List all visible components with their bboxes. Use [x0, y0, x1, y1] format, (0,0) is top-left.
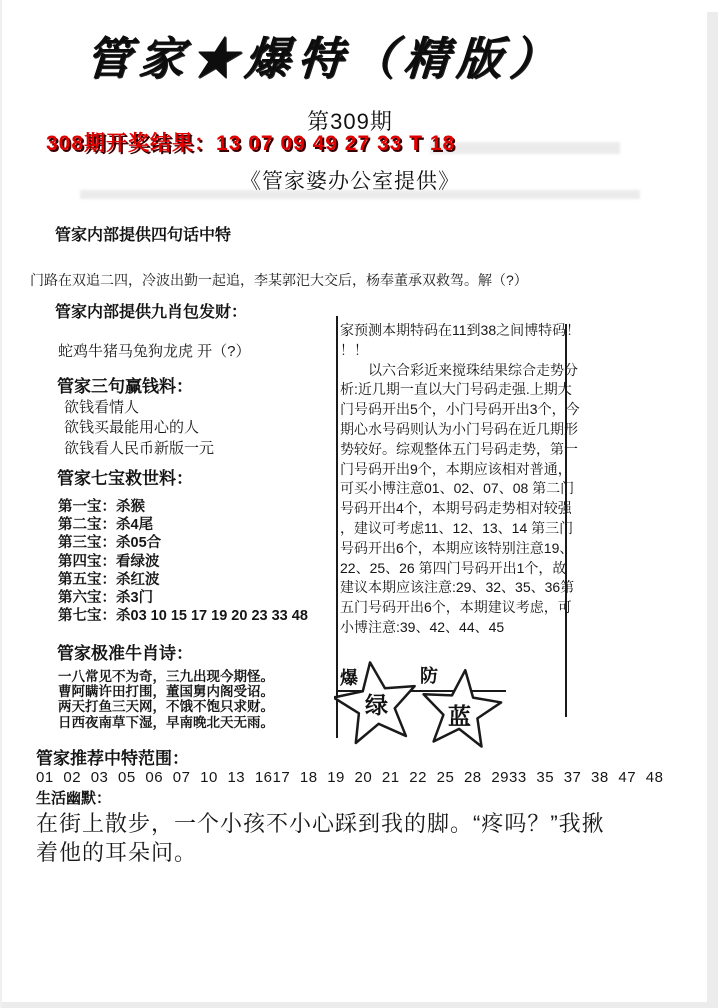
three-tips-list: [64, 398, 214, 459]
issue-number: 第309期: [307, 109, 393, 134]
section-header-humor: 生活幽默：: [36, 790, 112, 807]
poem-line: 日西夜南草下湿，早南晚北天无雨。: [58, 714, 274, 730]
analysis-line: 析:近几期一直以大门号码走强.上期大: [340, 381, 572, 398]
analysis-line: 五门号码开出6个，本期建议考虑，可: [340, 599, 572, 616]
analysis-line: ！！: [340, 341, 368, 358]
analysis-line: 可买小博注意01、02、07、08 第二门: [340, 480, 575, 497]
treasure-line: 第四宝：看绿波: [58, 553, 160, 570]
poem-line: 一八常见不为奇，三九出现今期怪。: [58, 669, 274, 684]
analysis-line: ，建议可考虑11、12、13、14 第三门: [340, 519, 574, 536]
analysis-line: 期心水号码则认为小门号码在近几期形: [340, 420, 578, 437]
scan-artifact-smudge: [430, 142, 620, 154]
page-bottom-edge: [0, 1002, 718, 1008]
analysis-line: 小博注意:39、42、44、45: [340, 618, 505, 635]
section-header-four-lines: 管家内部提供四句话中特: [55, 227, 232, 244]
section-header-recommend-range: 管家推荐中特范围：: [36, 749, 189, 768]
page-right-edge: [707, 12, 718, 1008]
provider-line: 《管家婆办公室提供》: [240, 170, 460, 193]
nine-zodiac-text: 蛇鸡牛猪马兔狗龙虎 开（?）: [58, 343, 251, 360]
section-header-zodiac-poem: 管家极准牛肖诗：: [57, 644, 193, 663]
three-tips-line: 欲钱买最能用心的人: [64, 419, 200, 437]
treasure-line: 第一宝：杀猴: [58, 499, 145, 515]
treasure-line: 第七宝：杀03 10 15 17 19 20 23 33 48: [58, 608, 308, 625]
seven-treasures-list: [58, 498, 308, 625]
poem-line: 曹阿瞒许田打围，董国舅内阁受诏。: [58, 684, 274, 700]
analysis-line: 势较好。综观整体五门号码走势，第一: [340, 440, 578, 457]
blue-star-text: 蓝: [448, 703, 471, 729]
page-left-edge: [0, 0, 2, 1008]
four-lines-text: 门路在双追二四，冷波出勤一起追，李某郭汜大交后，杨奉董承双救驾。解（?）: [30, 272, 528, 288]
analysis-line: 22、25、26 第四门号码开出1个，故: [340, 559, 567, 576]
analysis-line: 建议本期应该注意:29、32、35、36第: [340, 579, 575, 596]
guard-label: 防: [420, 666, 438, 686]
analysis-line: 门号码开出9个，本期应该相对普通，: [340, 460, 572, 477]
analysis-line: 号码开出4个，本期号码走势相对较强: [340, 500, 572, 517]
treasure-line: 第五宝：杀红波: [58, 571, 160, 588]
humor-line: 着他的耳朵问。: [36, 840, 198, 865]
analysis-box-text: [340, 321, 581, 638]
humor-text: [36, 809, 605, 867]
poem-line: 两天打鱼三天网，不饿不饱只求财。: [58, 699, 274, 715]
analysis-line: 号码开出6个，本期应该特别注意19、: [340, 539, 574, 556]
three-tips-line: 欲钱看人民币新版一元: [64, 439, 215, 457]
zodiac-poem-list: [58, 669, 274, 730]
burst-label: 爆: [340, 668, 358, 688]
treasure-line: 第三宝：杀05合: [58, 535, 162, 552]
humor-line: 在街上散步，一个小孩不小心踩到我的脚。“疼吗？”我揪: [36, 811, 605, 836]
previous-result: 308期开奖结果：13 07 09 49 27 33 T 18: [46, 132, 456, 155]
sheet-title: 管家★爆特（精版）: [83, 33, 565, 84]
analysis-line: 家预测本期特码在11到38之间博特码！: [340, 322, 581, 338]
analysis-line: 门号码开出5个，小门号码开出3个，今: [340, 401, 580, 418]
section-header-nine-zodiac: 管家内部提供九肖包发财：: [55, 304, 248, 321]
recommend-range-numbers: 01 02 03 05 06 07 10 13 1617 18 19 20 21 22 25 28 2933 35 37 38 47 48: [36, 769, 664, 786]
section-header-three-tips: 管家三句赢钱料：: [57, 377, 193, 396]
treasure-line: 第六宝：杀3门: [58, 590, 154, 607]
section-header-seven-treasures: 管家七宝救世料：: [57, 469, 193, 488]
green-star-text: 绿: [365, 692, 388, 718]
three-tips-line: 欲钱看情人: [64, 399, 140, 416]
treasure-line: 第二宝：杀4尾: [58, 517, 154, 534]
analysis-line: 以六合彩近来搅珠结果综合走势分: [340, 361, 578, 378]
